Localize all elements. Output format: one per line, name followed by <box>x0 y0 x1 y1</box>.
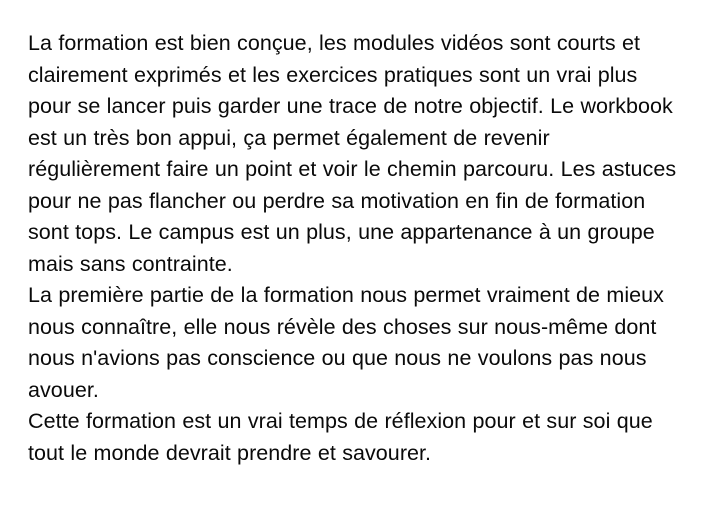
paragraph-2: La première partie de la formation nous permet vraiment de mieux nous connaître, elle nous révèle des choses sur nous-même dont nous n'avions pas conscience ou que nous ne voulons pas nous avouer. <box>28 283 664 402</box>
paragraph-3: Cette formation est un vrai temps de réflexion pour et sur soi que tout le monde devrait prendre et savourer. <box>28 409 653 465</box>
paragraph-1: La formation est bien conçue, les modules vidéos sont courts et clairement exprimés et les exercices pratiques sont un vrai plus pour se lancer puis garder une trace de notre objectif. Le workbook est un très bon appui, ça permet également de revenir régulièrement faire un point et voir le chemin parcouru. Les astuces pour ne pas flancher ou perdre sa motivation en fin de formation sont tops. Le campus est un plus, une appartenance à un groupe mais sans contrainte. <box>28 31 677 276</box>
